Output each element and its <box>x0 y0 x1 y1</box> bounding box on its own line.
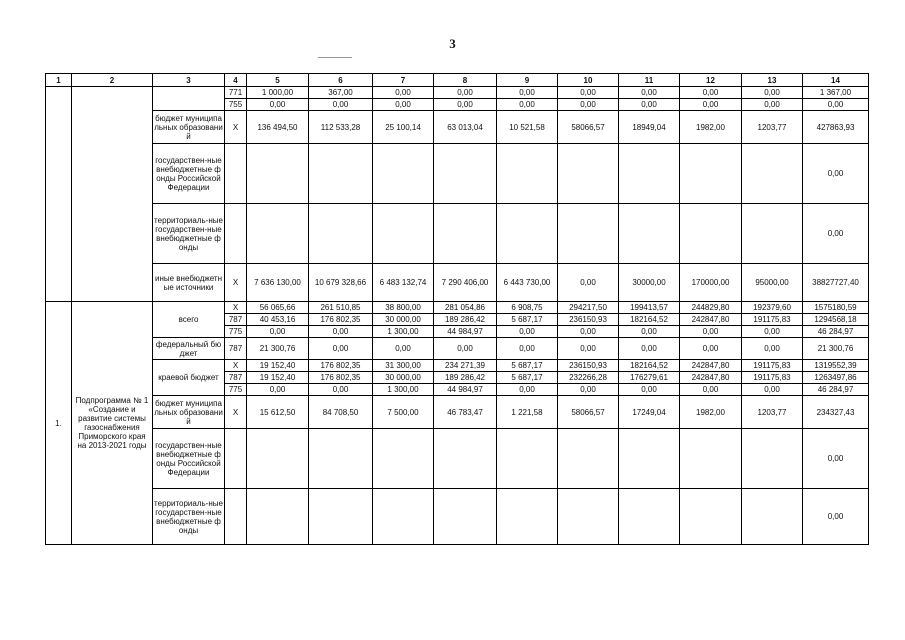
table-row <box>46 144 869 204</box>
value-cell <box>309 144 373 204</box>
value-cell: 136 494,50 <box>247 111 309 144</box>
value-cell: 46 783,47 <box>434 396 497 429</box>
code-cell: X <box>225 264 247 302</box>
code-cell: 787 <box>225 372 247 384</box>
value-cell <box>309 489 373 545</box>
column-header: 1 <box>46 74 72 87</box>
code-cell: X <box>225 111 247 144</box>
value-cell: 46 284,97 <box>803 326 869 338</box>
value-cell: 10 521,58 <box>497 111 558 144</box>
value-cell: 0,00 <box>558 87 619 99</box>
value-cell: 0,00 <box>434 338 497 360</box>
value-cell <box>742 204 803 264</box>
value-cell: 0,00 <box>309 99 373 111</box>
value-cell: 7 500,00 <box>373 396 434 429</box>
value-cell: 15 612,50 <box>247 396 309 429</box>
value-cell: 199413,57 <box>619 302 680 314</box>
value-cell: 0,00 <box>680 326 742 338</box>
code-cell <box>225 489 247 545</box>
value-cell: 189 286,42 <box>434 372 497 384</box>
value-cell: 182164,52 <box>619 360 680 372</box>
value-cell: 0,00 <box>434 99 497 111</box>
page-number: 3 <box>449 36 456 51</box>
source-cell: территориаль-ные государствен-ные внебюджетные фонды <box>153 204 225 264</box>
value-cell: 0,00 <box>803 99 869 111</box>
value-cell: 25 100,14 <box>373 111 434 144</box>
value-cell: 1294568,18 <box>803 314 869 326</box>
value-cell <box>742 144 803 204</box>
code-cell: 775 <box>225 326 247 338</box>
value-cell: 38827727,40 <box>803 264 869 302</box>
code-cell <box>225 144 247 204</box>
value-cell: 236150,93 <box>558 360 619 372</box>
value-cell: 30 000,00 <box>373 372 434 384</box>
value-cell <box>373 204 434 264</box>
value-cell: 44 984,97 <box>434 326 497 338</box>
column-header: 14 <box>803 74 869 87</box>
value-cell: 176 802,35 <box>309 314 373 326</box>
value-cell: 281 054,86 <box>434 302 497 314</box>
value-cell: 232266,28 <box>558 372 619 384</box>
value-cell: 0,00 <box>742 326 803 338</box>
value-cell <box>680 429 742 489</box>
table-row <box>46 396 869 429</box>
value-cell: 58066,57 <box>558 111 619 144</box>
source-cell: государствен-ные внебюджетные фонды Российской Федерации <box>153 144 225 204</box>
value-cell: 0,00 <box>742 87 803 99</box>
value-cell: 294217,50 <box>558 302 619 314</box>
code-cell: 771 <box>225 87 247 99</box>
value-cell: 1 367,00 <box>803 87 869 99</box>
value-cell: 17249,04 <box>619 396 680 429</box>
value-cell <box>619 144 680 204</box>
value-cell <box>247 144 309 204</box>
value-cell <box>247 489 309 545</box>
value-cell: 0,00 <box>309 384 373 396</box>
value-cell: 0,00 <box>680 87 742 99</box>
value-cell: 0,00 <box>497 99 558 111</box>
column-header: 10 <box>558 74 619 87</box>
value-cell: 1 300,00 <box>373 326 434 338</box>
value-cell: 0,00 <box>803 429 869 489</box>
num-cell <box>46 87 72 302</box>
column-header: 6 <box>309 74 373 87</box>
table-row <box>46 87 869 99</box>
value-cell: 367,00 <box>309 87 373 99</box>
value-cell: 0,00 <box>558 99 619 111</box>
program-name: Подпрограмма № 1 «Создание и развитие системы газоснабжения Приморского края на 2013-2021 годы <box>72 302 153 545</box>
table-row <box>46 204 869 264</box>
value-cell <box>619 204 680 264</box>
source-cell <box>153 87 225 111</box>
table-row <box>46 338 869 360</box>
value-cell <box>434 429 497 489</box>
table-row <box>46 302 869 314</box>
value-cell: 189 286,42 <box>434 314 497 326</box>
value-cell: 0,00 <box>247 384 309 396</box>
value-cell: 0,00 <box>497 87 558 99</box>
value-cell: 7 290 406,00 <box>434 264 497 302</box>
value-cell <box>373 429 434 489</box>
value-cell: 44 984,97 <box>434 384 497 396</box>
value-cell: 244829,80 <box>680 302 742 314</box>
value-cell: 242847,80 <box>680 372 742 384</box>
value-cell: 0,00 <box>558 338 619 360</box>
value-cell <box>742 489 803 545</box>
value-cell: 261 510,85 <box>309 302 373 314</box>
code-cell: 787 <box>225 314 247 326</box>
value-cell: 0,00 <box>619 87 680 99</box>
table-row <box>46 429 869 489</box>
column-header: 12 <box>680 74 742 87</box>
value-cell <box>680 144 742 204</box>
source-cell: иные внебюджетные источники <box>153 264 225 302</box>
table-row <box>46 360 869 372</box>
value-cell: 19 152,40 <box>247 372 309 384</box>
value-cell <box>619 429 680 489</box>
value-cell: 0,00 <box>497 384 558 396</box>
value-cell: 0,00 <box>680 338 742 360</box>
value-cell: 1 300,00 <box>373 384 434 396</box>
value-cell <box>373 489 434 545</box>
value-cell: 5 687,17 <box>497 314 558 326</box>
code-cell <box>225 204 247 264</box>
value-cell <box>619 489 680 545</box>
value-cell: 0,00 <box>497 338 558 360</box>
value-cell: 0,00 <box>680 384 742 396</box>
value-cell <box>558 204 619 264</box>
value-cell: 19 152,40 <box>247 360 309 372</box>
value-cell: 56 065,66 <box>247 302 309 314</box>
value-cell: 170000,00 <box>680 264 742 302</box>
value-cell: 1575180,59 <box>803 302 869 314</box>
program-name-cell <box>72 87 153 302</box>
value-cell <box>373 144 434 204</box>
value-cell: 0,00 <box>742 384 803 396</box>
column-header: 5 <box>247 74 309 87</box>
table-row <box>46 264 869 302</box>
column-header: 4 <box>225 74 247 87</box>
value-cell: 58066,57 <box>558 396 619 429</box>
value-cell <box>680 489 742 545</box>
value-cell: 0,00 <box>803 144 869 204</box>
value-cell <box>247 204 309 264</box>
column-header: 11 <box>619 74 680 87</box>
value-cell: 1203,77 <box>742 396 803 429</box>
code-cell: 755 <box>225 99 247 111</box>
value-cell: 10 679 328,66 <box>309 264 373 302</box>
value-cell: 0,00 <box>742 338 803 360</box>
source-cell: государствен-ные внебюджетные фонды Российской Федерации <box>153 429 225 489</box>
value-cell: 0,00 <box>247 326 309 338</box>
value-cell: 234 271,39 <box>434 360 497 372</box>
value-cell: 30 000,00 <box>373 314 434 326</box>
code-cell: X <box>225 302 247 314</box>
value-cell: 95000,00 <box>742 264 803 302</box>
header-rule <box>318 57 352 58</box>
value-cell: 176279,61 <box>619 372 680 384</box>
value-cell: 1 221,58 <box>497 396 558 429</box>
value-cell: 0,00 <box>434 87 497 99</box>
value-cell: 1 000,00 <box>247 87 309 99</box>
value-cell: 30000,00 <box>619 264 680 302</box>
value-cell: 0,00 <box>803 204 869 264</box>
source-cell: территориаль-ные государствен-ные внебюджетные фонды <box>153 489 225 545</box>
value-cell: 0,00 <box>247 99 309 111</box>
table-row <box>46 111 869 144</box>
value-cell: 6 483 132,74 <box>373 264 434 302</box>
code-cell: X <box>225 396 247 429</box>
source-cell: федеральный бюджет <box>153 338 225 360</box>
value-cell: 0,00 <box>680 99 742 111</box>
value-cell: 236150,93 <box>558 314 619 326</box>
value-cell: 0,00 <box>309 326 373 338</box>
column-header: 8 <box>434 74 497 87</box>
value-cell: 0,00 <box>803 489 869 545</box>
value-cell: 0,00 <box>309 338 373 360</box>
value-cell <box>558 489 619 545</box>
value-cell: 112 533,28 <box>309 111 373 144</box>
value-cell: 192379,60 <box>742 302 803 314</box>
source-cell: краевой бюджет <box>153 360 225 396</box>
value-cell <box>497 144 558 204</box>
value-cell <box>309 429 373 489</box>
source-cell: всего <box>153 302 225 338</box>
value-cell <box>497 429 558 489</box>
code-cell: 787 <box>225 338 247 360</box>
value-cell: 21 300,76 <box>247 338 309 360</box>
value-cell <box>309 204 373 264</box>
value-cell: 1982,00 <box>680 111 742 144</box>
code-cell: 775 <box>225 384 247 396</box>
value-cell: 0,00 <box>619 384 680 396</box>
source-cell: бюджет муниципальных образований <box>153 396 225 429</box>
value-cell: 0,00 <box>558 264 619 302</box>
column-header: 9 <box>497 74 558 87</box>
table-header-row <box>46 74 869 87</box>
value-cell: 5 687,17 <box>497 360 558 372</box>
value-cell: 6 443 730,00 <box>497 264 558 302</box>
value-cell: 18949,04 <box>619 111 680 144</box>
value-cell: 242847,80 <box>680 314 742 326</box>
value-cell <box>558 144 619 204</box>
value-cell: 0,00 <box>742 99 803 111</box>
value-cell: 1263497,86 <box>803 372 869 384</box>
row-number: 1. <box>46 302 72 545</box>
value-cell: 84 708,50 <box>309 396 373 429</box>
value-cell: 234327,43 <box>803 396 869 429</box>
table-row <box>46 489 869 545</box>
value-cell: 6 908,75 <box>497 302 558 314</box>
value-cell: 0,00 <box>373 338 434 360</box>
value-cell: 176 802,35 <box>309 360 373 372</box>
column-header: 3 <box>153 74 225 87</box>
value-cell <box>742 429 803 489</box>
value-cell: 0,00 <box>558 384 619 396</box>
value-cell <box>558 429 619 489</box>
value-cell: 7 636 130,00 <box>247 264 309 302</box>
value-cell: 0,00 <box>497 326 558 338</box>
value-cell: 191175,83 <box>742 372 803 384</box>
value-cell: 46 284,97 <box>803 384 869 396</box>
code-cell <box>225 429 247 489</box>
value-cell: 1982,00 <box>680 396 742 429</box>
value-cell: 31 300,00 <box>373 360 434 372</box>
value-cell: 242847,80 <box>680 360 742 372</box>
value-cell: 21 300,76 <box>803 338 869 360</box>
value-cell: 191175,83 <box>742 360 803 372</box>
value-cell: 5 687,17 <box>497 372 558 384</box>
value-cell <box>434 144 497 204</box>
value-cell <box>434 489 497 545</box>
value-cell: 1203,77 <box>742 111 803 144</box>
column-header: 2 <box>72 74 153 87</box>
column-header: 13 <box>742 74 803 87</box>
value-cell: 40 453,16 <box>247 314 309 326</box>
value-cell: 176 802,35 <box>309 372 373 384</box>
column-header: 7 <box>373 74 434 87</box>
value-cell <box>247 429 309 489</box>
value-cell <box>434 204 497 264</box>
value-cell: 427863,93 <box>803 111 869 144</box>
value-cell: 0,00 <box>373 99 434 111</box>
value-cell: 63 013,04 <box>434 111 497 144</box>
value-cell <box>497 489 558 545</box>
value-cell: 0,00 <box>373 87 434 99</box>
value-cell: 0,00 <box>558 326 619 338</box>
value-cell: 0,00 <box>619 99 680 111</box>
value-cell: 38 800,00 <box>373 302 434 314</box>
value-cell: 191175,83 <box>742 314 803 326</box>
value-cell <box>497 204 558 264</box>
value-cell <box>680 204 742 264</box>
value-cell: 0,00 <box>619 338 680 360</box>
budget-table <box>45 73 869 545</box>
value-cell: 1319552,39 <box>803 360 869 372</box>
source-cell: бюджет муниципальных образований <box>153 111 225 144</box>
value-cell: 0,00 <box>619 326 680 338</box>
code-cell: X <box>225 360 247 372</box>
value-cell: 182164,52 <box>619 314 680 326</box>
